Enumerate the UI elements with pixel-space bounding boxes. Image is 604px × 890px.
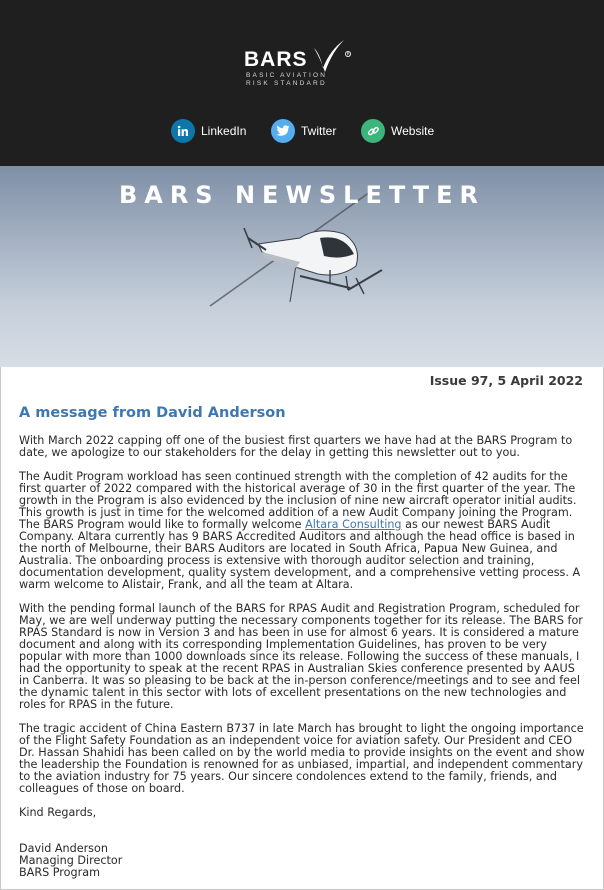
paragraph-2-text-a: The Audit Program workload has seen continued strength with the completion of 42 audits for the first quarter of 2022 compared with the historical average of 30 in the first quarter of the year. The growth in the Program is also evidenced by the inclusion of nine new aircraft operator initial audits. This growth is just in time for the welcomed addition of a new Audit Company joining the Program. The BARS Program would like to formally welcome xyxy=(19,470,577,531)
newsletter-title: BARS NEWSLETTER xyxy=(118,181,486,209)
linkedin-icon xyxy=(171,119,195,143)
twitter-icon xyxy=(271,119,295,143)
link-icon xyxy=(361,119,385,143)
logo-word: BARS xyxy=(244,48,308,71)
article-headline: A message from David Anderson xyxy=(19,405,286,421)
twitter-link[interactable] xyxy=(271,118,336,144)
altara-consulting-link[interactable]: Altara Consulting xyxy=(305,518,402,531)
linkedin-link[interactable] xyxy=(171,118,246,144)
paragraph-2-text-b: as our newest BARS Audit Company. Altara currently has 9 BARS Accredited Auditors and although the head office is based in the north of Melbourne, their BARS Auditors are located in South Africa, Papua New Guinea, and Australia. The onboarding process is extensive with thorough auditor selection and training, documentation development, quality system development, and a comprehensive vetting process. A warm welcome to Alistair, Frank, and all the team at Altara. xyxy=(19,518,581,591)
bars-logo[interactable] xyxy=(244,38,364,90)
article-body xyxy=(19,405,585,879)
svg-text:R: R xyxy=(346,51,350,57)
hero-banner xyxy=(0,166,604,367)
twitter-label: Twitter xyxy=(301,124,337,138)
signature-title: Managing Director xyxy=(19,854,123,867)
closing-line: Kind Regards, xyxy=(19,806,97,819)
issue-date: Issue 97, 5 April 2022 xyxy=(429,373,583,388)
signature-name: David Anderson xyxy=(19,842,108,855)
website-link[interactable] xyxy=(361,118,434,144)
website-label: Website xyxy=(391,124,435,138)
logo-tagline-1: BASIC AVIATION xyxy=(246,72,328,79)
newsletter-header xyxy=(0,0,604,166)
logo-tagline-2: RISK STANDARD xyxy=(246,80,327,87)
paragraph-2 xyxy=(19,471,585,591)
paragraph-1: With March 2022 capping off one of the busiest first quarters we have had at the BARS Program to date, we apologize to our stakeholders for the delay in getting this newsletter out to you. xyxy=(19,434,573,459)
paragraph-3: With the pending formal launch of the BARS for RPAS Audit and Registration Program, scheduled for May, we are well underway putting the necessary components together for its release. The BARS for RPAS Standard is now in Version 3 and has been in use for almost 6 years. It is considered a mature document and along with its corresponding Implementation Guidelines, has proven to be very popular with more than 1000 downloads since its release. Following the success of these manuals, I had the opportunity to speak at the recent RPAS in Australian Skies conference presented by AAUS in Canberra. It was so pleasing to be back at the in-person conference/meetings and to see and feel the dynamic talent in this sector with lots of excellent presentations on the new technologies and roles for RPAS in the future. xyxy=(19,602,583,711)
linkedin-label: LinkedIn xyxy=(201,124,247,138)
signature-org: BARS Program xyxy=(19,866,100,879)
paragraph-4: The tragic accident of China Eastern B737 in late March has brought to light the ongoing importance of the Flight Safety Foundation as an independent voice for aviation safety. Our President and CEO Dr. Hassan Shahidi has been called on by the world media to provide insights on the event and show the leadership the Foundation is renowned for as unbiased, impartial, and independent commentary to the aviation industry for 75 years. Our sincere condolences extend to the family, friends, and colleagues of those on board. xyxy=(19,722,585,795)
